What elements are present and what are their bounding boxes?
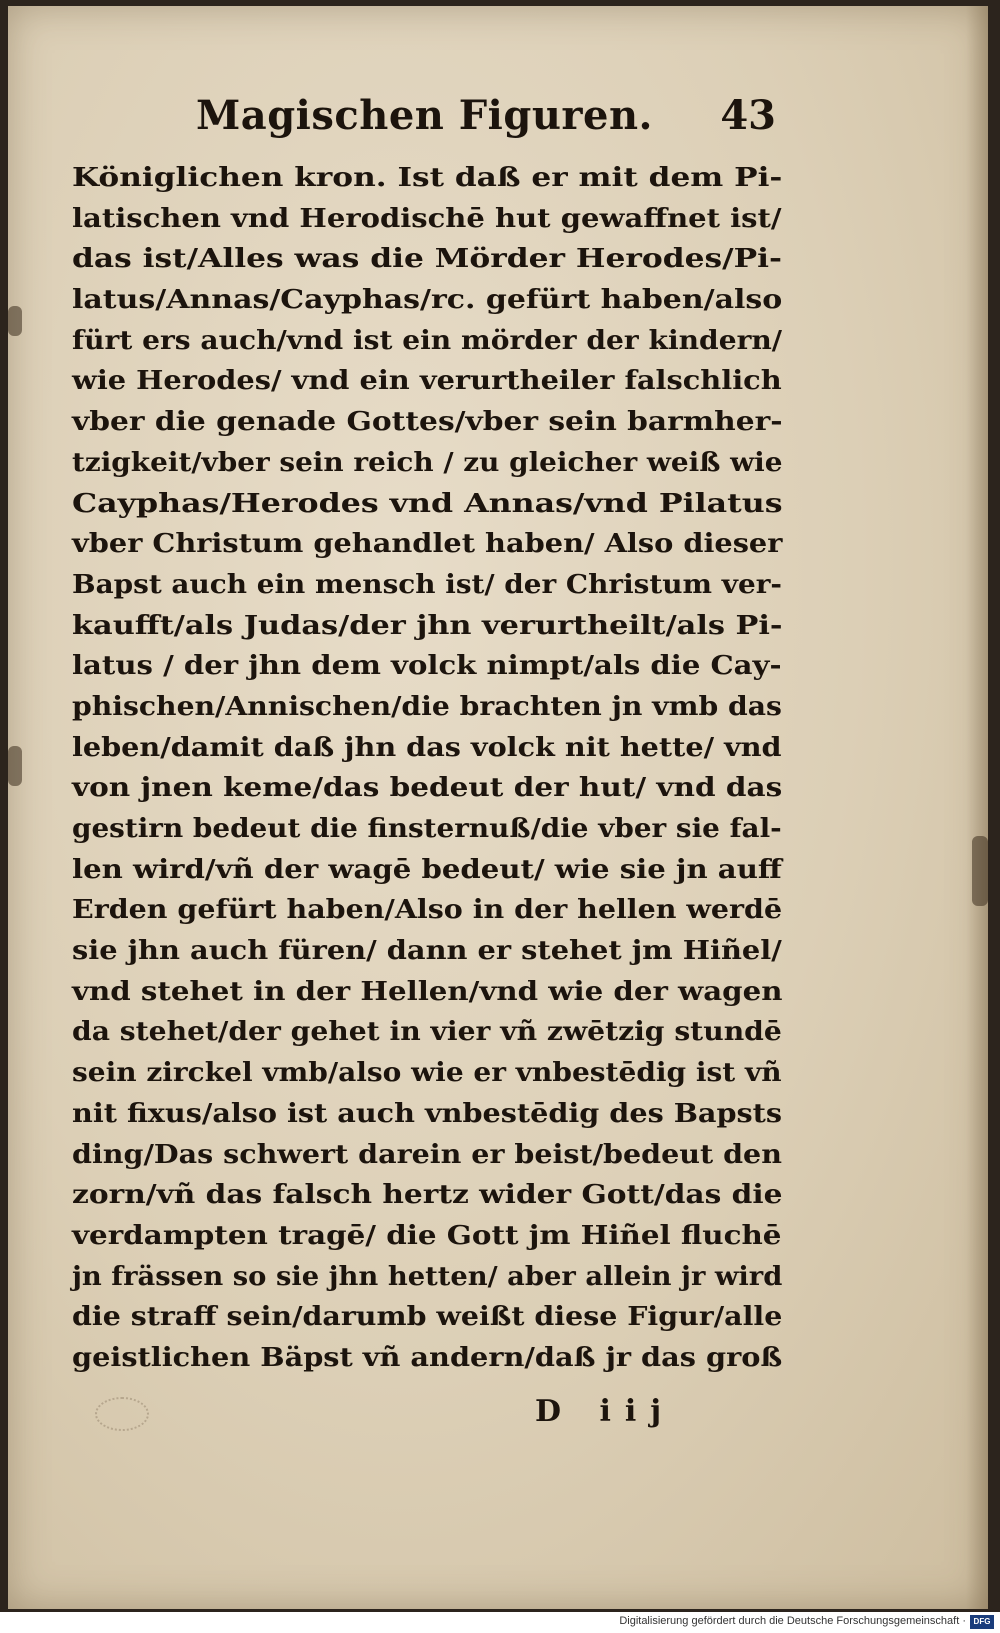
text-line: latus / der jhn dem volck nimpt/als die Cay- bbox=[72, 651, 782, 682]
footer-bar bbox=[0, 1612, 1000, 1633]
text-line: tzigkeit/vber sein reich / zu gleicher weiß wie bbox=[72, 447, 783, 478]
text-line: vnd stehet in der Hellen/vnd wie der wagen bbox=[72, 976, 783, 1007]
text-line: nit fixus/also ist auch vnbestēdig des Bapsts bbox=[72, 1098, 783, 1129]
text-line: geistlichen Bäpst vñ andern/daß jr das groß bbox=[72, 1342, 783, 1373]
text-line: Königlichen kron. Ist daß er mit dem Pi- bbox=[72, 163, 783, 193]
binding-mark-top bbox=[8, 306, 22, 336]
text-line: latischen vnd Herodischē hut gewaffnet ist/ bbox=[72, 203, 782, 234]
body-text bbox=[72, 158, 782, 1379]
text-line: fürt ers auch/vnd ist ein mörder der kindern/ bbox=[72, 325, 783, 356]
text-line: von jnen keme/das bedeut der hut/ vnd das bbox=[72, 773, 783, 804]
page-number: 43 bbox=[720, 92, 776, 139]
text-line: das ist/Alles was die Mörder Herodes/Pi- bbox=[72, 244, 782, 275]
text-line: wie Herodes/ vnd ein verurtheiler falschlich bbox=[72, 366, 782, 397]
running-head: Magischen Figuren. bbox=[196, 92, 653, 139]
text-line: sie jhn auch füren/ dann er stehet jm Hiñel/ bbox=[72, 936, 782, 967]
text-line: Erden gefürt haben/Also in der hellen werdē bbox=[72, 895, 783, 926]
text-line: vber Christum gehandlet haben/ Also dieser bbox=[72, 529, 783, 560]
text-line: kaufft/als Judas/der jhn verurtheilt/als Pi- bbox=[72, 610, 783, 641]
text-line: die straff sein/darumb weißt diese Figur/alle bbox=[72, 1302, 783, 1333]
page-edge-shadow bbox=[966, 6, 988, 1609]
page-header bbox=[196, 92, 776, 152]
text-line: verdampten tragē/ die Gott jm Hiñel fluchē bbox=[72, 1220, 782, 1251]
text-line: Cayphas/Herodes vnd Annas/vnd Pilatus bbox=[72, 488, 783, 519]
text-line: vber die genade Gottes/vber sein barmher- bbox=[72, 407, 783, 438]
signature-mark: D iij bbox=[535, 1394, 676, 1429]
binding-mark-middle bbox=[8, 746, 22, 786]
binding-mark-right bbox=[972, 836, 988, 906]
footer-credit: Digitalisierung gefördert durch die Deutsche Forschungsgemeinschaft · bbox=[619, 1615, 966, 1627]
text-line: sein zirckel vmb/also wie er vnbestēdig ist vñ bbox=[72, 1058, 782, 1089]
text-line: leben/damit daß jhn das volck nit hette/ vnd bbox=[72, 732, 782, 763]
text-line: len wird/vñ der wagē bedeut/ wie sie jn auff bbox=[72, 854, 782, 885]
text-line: ding/Das schwert darein er beist/bedeut den bbox=[72, 1139, 782, 1170]
text-line: Bapst auch ein mensch ist/ der Christum ver- bbox=[72, 569, 782, 600]
faint-stamp-mark bbox=[95, 1397, 149, 1431]
dfg-logo: DFG bbox=[970, 1615, 994, 1629]
text-line: da stehet/der gehet in vier vñ zwētzig stundē bbox=[72, 1017, 782, 1048]
text-line: phischen/Annischen/die brachten jn vmb das bbox=[72, 691, 782, 722]
text-line: gestirn bedeut die finsternuß/die vber sie fal- bbox=[72, 814, 782, 844]
text-line: jn frässen so sie jhn hetten/ aber allein jr wird bbox=[72, 1261, 783, 1292]
text-line: zorn/vñ das falsch hertz wider Gott/das die bbox=[72, 1180, 783, 1211]
text-line: latus/Annas/Cayphas/rc. gefürt haben/also bbox=[72, 285, 783, 316]
